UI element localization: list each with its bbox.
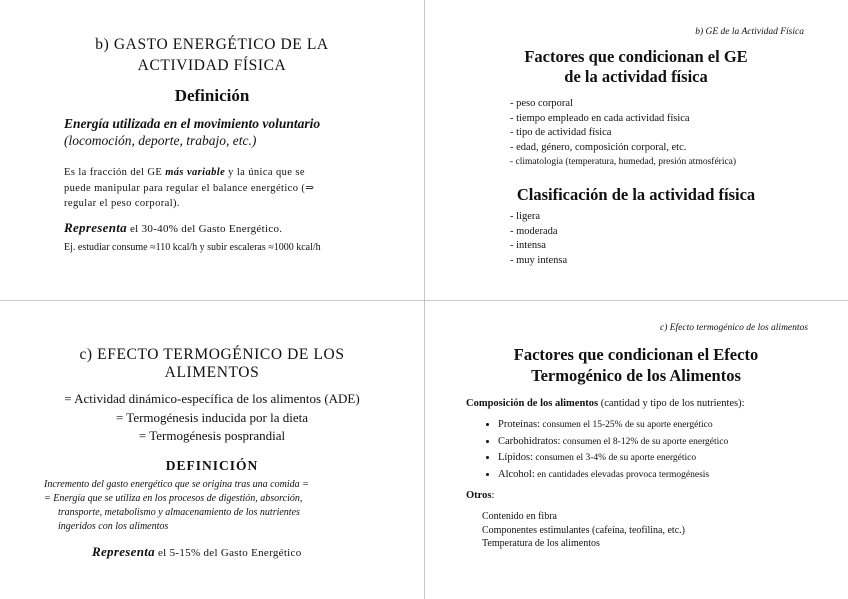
slide3-represents: [92, 544, 302, 560]
nutrient-name: Alcohol:: [498, 468, 535, 480]
slide4-title: [424, 344, 848, 386]
classification-title: Clasificación de la actividad física: [516, 185, 756, 204]
otros-heading: [466, 490, 494, 501]
composition-bold: Composición de los alimentos: [466, 398, 599, 409]
paragraph-line3: regular el peso corporal).: [64, 198, 180, 209]
represents-bold: Representa: [92, 544, 155, 559]
paragraph-line1: [64, 165, 314, 181]
list-item: [498, 467, 728, 484]
equivalence-3: = Termogénesis posprandial: [138, 428, 286, 443]
definition-line2: = Energía que se utiliza en los procesos de digestión, absorción,: [44, 493, 303, 504]
slide1-example: Ej. estudiar consume ≈110 kcal/h y subir escaleras ≈1000 kcal/h: [64, 242, 321, 253]
list-item: - ligera: [510, 211, 541, 222]
list-item: - tipo de actividad física: [510, 127, 612, 139]
slide2-corner-label: b) GE de la Actividad Física: [695, 27, 804, 37]
composition-rest: (cantidad y tipo de los nutrientes):: [598, 398, 745, 409]
slide2-title-line1: Factores que condicionan el GE: [524, 47, 748, 66]
list-item: - climatología (temperatura, humedad, presión atmosférica): [510, 157, 737, 168]
definition-line1: Incremento del gasto energético que se origina tras una comida =: [44, 479, 309, 490]
represents-bold: Representa: [64, 220, 127, 235]
nutrient-text: consumen el 15-25% de su aporte energético: [540, 420, 713, 430]
list-item: [498, 417, 728, 434]
nutrient-name: Proteínas:: [498, 419, 540, 430]
list-item: - intensa: [510, 240, 546, 252]
list-item: - tiempo empleado en cada actividad física: [510, 112, 690, 124]
slide3-definition-title: DEFINICIÓN: [165, 458, 259, 473]
paragraph-text-a: Es la fracción del GE: [64, 167, 166, 178]
nutrient-text: consumen el 3-4% de su aporte energético: [533, 453, 697, 463]
nutrient-name: Lípidos:: [498, 452, 534, 463]
represents-rest: el 5-15% del Gasto Energético: [154, 547, 302, 559]
slide-efecto-termogenico: [0, 300, 424, 599]
list-item: Componentes estimulantes (cafeína, teofilina, etc.): [482, 524, 685, 536]
list-item: - peso corporal: [510, 98, 573, 109]
list-item: - moderada: [510, 225, 558, 237]
classification-list: [510, 210, 567, 268]
slide3-title: [0, 346, 424, 382]
otros-colon: :: [491, 490, 495, 501]
slide2-title: [424, 47, 848, 87]
slide4-corner-label: c) Efecto termogénico de los alimentos: [659, 323, 808, 333]
list-item: [498, 450, 728, 467]
slide1-represents: [64, 220, 282, 236]
nutrient-name: Carbohidratos:: [498, 435, 561, 447]
slide1-title-line1: b) GASTO ENERGÉTICO DE LA: [95, 36, 329, 53]
slide-factores-efecto: [424, 300, 848, 599]
slide2-title-line2: de la actividad física: [564, 67, 708, 86]
slide3-equivalences: [0, 390, 424, 446]
slide3-definition: [44, 478, 384, 534]
paragraph-line2: puede manipular para regular el balance energético (⇒: [64, 182, 315, 194]
list-item: Contenido en fibra: [482, 511, 557, 522]
definition-line4: ingeridos con los alimentos: [58, 521, 169, 532]
definition-bold: Energía utilizada en el movimiento voluntario: [64, 116, 321, 131]
slide1-paragraph: [64, 165, 314, 212]
list-item: Temperatura de los alimentos: [482, 538, 600, 549]
slide3-title-line2: ALIMENTOS: [164, 364, 260, 381]
paragraph-bold: más variable: [165, 167, 226, 178]
otros-list: [482, 510, 685, 551]
represents-rest: el 30-40% del Gasto Energético.: [126, 223, 283, 235]
list-item: - muy intensa: [510, 254, 568, 266]
nutrient-text: en cantidades elevadas provoca termogénesis: [534, 469, 710, 480]
definition-line3: transporte, metabolismo y almacenamiento de los nutrientes: [58, 507, 300, 518]
slide1-title-line2: ACTIVIDAD FÍSICA: [137, 57, 287, 74]
slide1-heading: Definición: [174, 86, 250, 105]
equivalence-2: = Termogénesis inducida por la dieta: [115, 409, 309, 425]
composition-heading: [466, 398, 745, 409]
nutrient-text: consumen el 8-12% de su aporte energético: [560, 436, 729, 447]
definition-paren: (locomoción, deporte, trabajo, etc.): [64, 132, 257, 148]
slide1-title: [0, 34, 424, 76]
factors-list: [510, 97, 736, 170]
slide-gasto-actividad: [0, 0, 424, 300]
slide-factores-ge: [424, 0, 848, 300]
nutrients-list: [476, 417, 728, 483]
slide4-title-line2: Termogénico de los Alimentos: [531, 366, 741, 385]
equivalence-1: = Actividad dinámico-específica de los alimentos (ADE): [64, 391, 360, 406]
otros-label: Otros: [466, 490, 492, 501]
paragraph-text-b: y la única que se: [225, 167, 305, 178]
slide4-title-line1: Factores que condicionan el Efecto: [513, 345, 759, 364]
list-item: - edad, género, composición corporal, etc.: [510, 141, 687, 153]
slide3-title-line1: c) EFECTO TERMOGÉNICO DE LOS: [79, 346, 345, 363]
list-item: [498, 434, 728, 451]
slide1-definition: [64, 116, 320, 149]
